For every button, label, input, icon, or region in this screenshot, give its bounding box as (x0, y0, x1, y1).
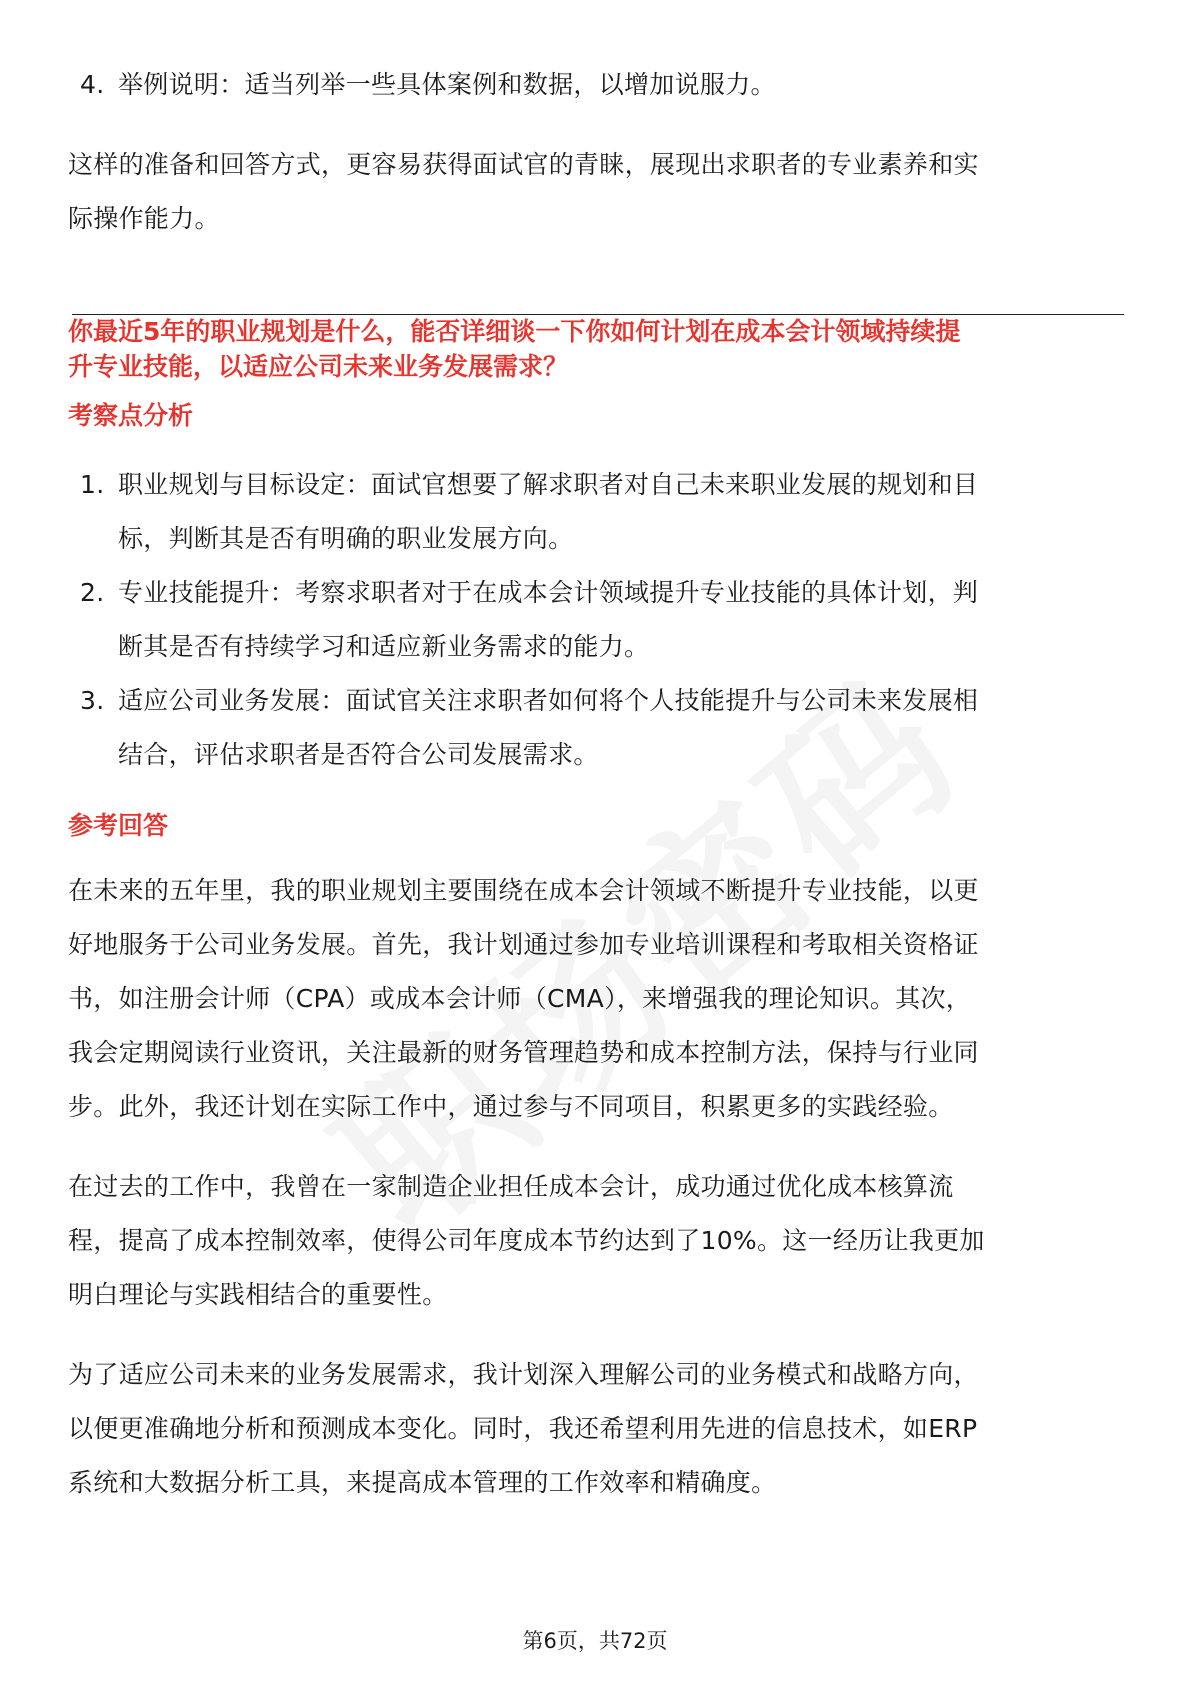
analysis-line: 标，判断其是否有明确的职业发展方向。 (118, 524, 574, 553)
analysis-item (80, 458, 1128, 566)
analysis-heading: 考察点分析 (68, 401, 194, 430)
answer-paragraph (68, 1160, 1132, 1322)
answer-heading: 参考回答 (68, 811, 169, 840)
analysis-item (80, 674, 1128, 782)
answer-line: 程，提高了成本控制效率，使得公司年度成本节约达到了10%。这一经历让我更加 (68, 1226, 985, 1255)
answer-line: 明白理论与实践相结合的重要性。 (68, 1280, 448, 1309)
list-number: 2. (80, 578, 105, 607)
analysis-line: 职业规划与目标设定：面试官想要了解求职者对自己未来职业发展的规划和目 (118, 470, 979, 499)
analysis-line: 结合，评估求职者是否符合公司发展需求。 (118, 740, 599, 769)
answer-line: 步。此外，我还计划在实际工作中，通过参与不同项目，积累更多的实践经验。 (68, 1092, 954, 1121)
question-line: 升专业技能，以适应公司未来业务发展需求？ (68, 352, 569, 381)
answer-paragraph (68, 1348, 1132, 1510)
answer-paragraph (68, 864, 1132, 1134)
answer-line: 为了适应公司未来的业务发展需求，我计划深入理解公司的业务模式和战略方向， (68, 1360, 979, 1389)
answer-line: 我会定期阅读行业资讯，关注最新的财务管理趋势和成本控制方法，保持与行业同 (68, 1038, 979, 1067)
question-line: 你最近5年的职业规划是什么，能否详细谈一下你如何计划在成本会计领域持续提 (68, 317, 961, 346)
analysis-line: 专业技能提升：考察求职者对于在成本会计领域提升专业技能的具体计划，判 (118, 578, 979, 607)
answer-line: 在过去的工作中，我曾在一家制造企业担任成本会计，成功通过优化成本核算流 (68, 1172, 954, 1201)
answer-line: 好地服务于公司业务发展。首先，我计划通过参加专业培训课程和考取相关资格证 (68, 930, 979, 959)
answer-line: 书，如注册会计师（CPA）或成本会计师（CMA），来增强我的理论知识。其次， (68, 984, 972, 1013)
list-number: 4. (80, 70, 105, 99)
analysis-line: 断其是否有持续学习和适应新业务需求的能力。 (118, 632, 650, 661)
answer-line: 以便更准确地分析和预测成本变化。同时，我还希望利用先进的信息技术，如ERP (68, 1414, 978, 1443)
page-footer: 第6页，共72页 (522, 1629, 668, 1653)
analysis-item (80, 566, 1128, 674)
list-number: 1. (80, 470, 105, 499)
analysis-list (80, 458, 1128, 782)
top-list-item-4 (80, 58, 1128, 112)
summary-line: 这样的准备和回答方式，更容易获得面试官的青睐，展现出求职者的专业素养和实 (68, 150, 979, 179)
answer-line: 系统和大数据分析工具，来提高成本管理的工作效率和精确度。 (68, 1468, 777, 1497)
summary-line: 际操作能力。 (68, 204, 220, 233)
summary-paragraph (68, 138, 1128, 246)
analysis-line: 适应公司业务发展：面试官关注求职者如何将个人技能提升与公司未来发展相 (118, 686, 979, 715)
question-heading (68, 314, 1138, 384)
list-number: 3. (80, 686, 105, 715)
answer-line: 在未来的五年里，我的职业规划主要围绕在成本会计领域不断提升专业技能，以更 (68, 876, 979, 905)
list-item-text: 举例说明：适当列举一些具体案例和数据，以增加说服力。 (118, 70, 776, 99)
